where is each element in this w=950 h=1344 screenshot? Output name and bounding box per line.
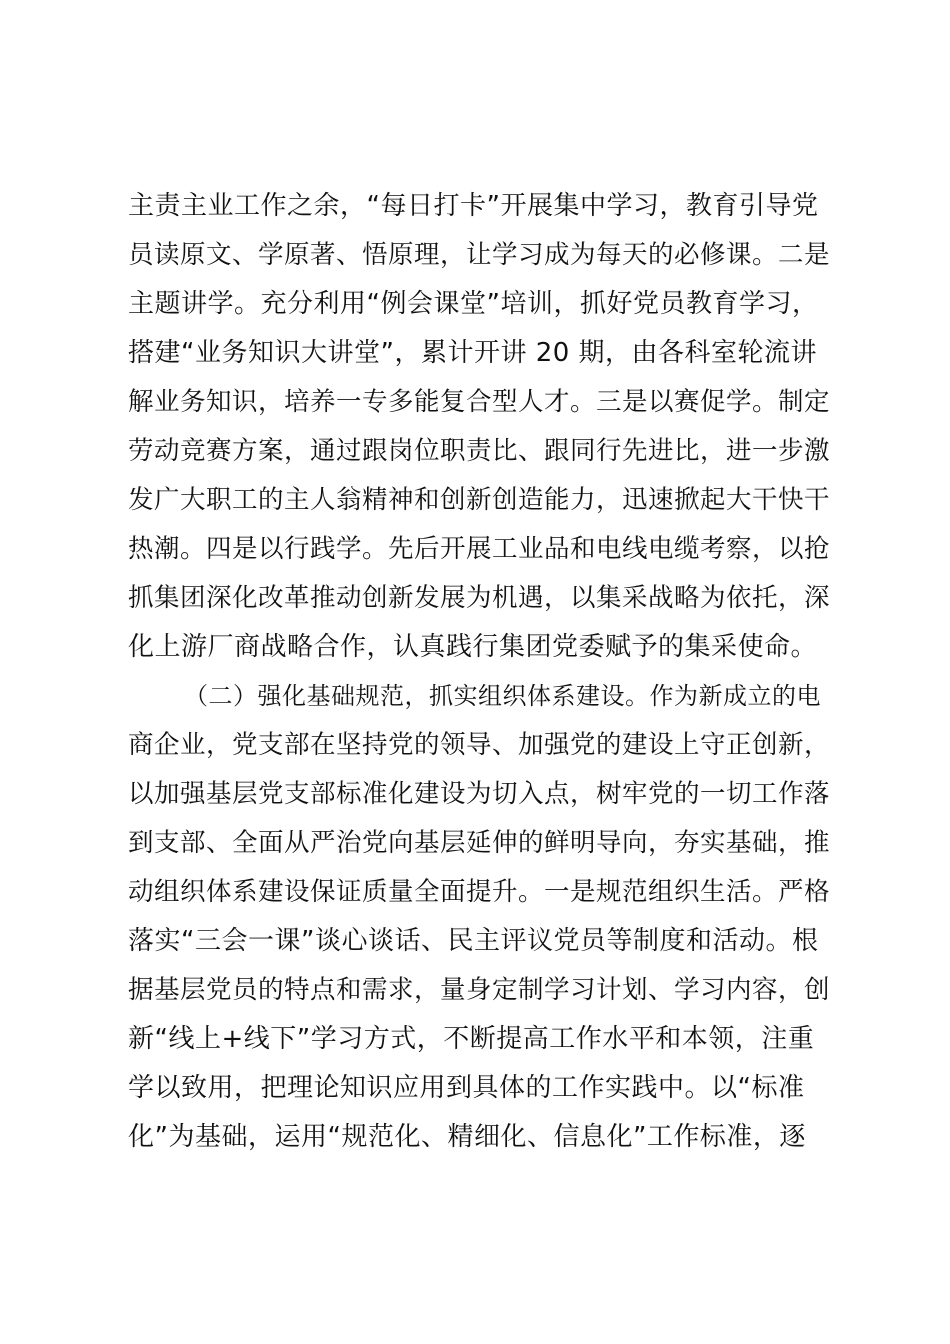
text-line: 到支部、全面从严治党向基层延伸的鲜明导向，夯实基础，推 [128,828,831,858]
text-line: 员读原文、学原著、悟原理，让学习成为每天的必修课。二是 [128,240,831,270]
text-line: 据基层党员的特点和需求，量身定制学习计划、学习内容，创 [128,975,831,1005]
text-line: 学以致用，把理论知识应用到具体的工作实践中。以“标准 [128,1073,805,1103]
text-line: 解业务知识，培养一专多能复合型人才。三是以赛促学。制定 [128,387,831,417]
text-line: 新“线上+线下”学习方式，不断提高工作水平和本领，注重 [128,1024,815,1054]
text-line: 商企业，党支部在坚持党的领导、加强党的建设上守正创新， [128,730,831,760]
text-line: 以加强基层党支部标准化建设为切入点，树牢党的一切工作落 [128,779,831,809]
text-line: 化上游厂商战略合作，认真践行集团党委赋予的集采使命。 [128,632,818,662]
text-line: 搭建“业务知识大讲堂”，累计开讲 20 期，由各科室轮流讲 [128,338,818,368]
text-line: 落实“三会一课”谈心谈话、民主评议党员等制度和活动。根 [128,926,819,956]
text-line: 抓集团深化改革推动创新发展为机遇，以集采战略为依托，深 [128,583,831,613]
document-body [128,182,833,1162]
text-line: 主题讲学。充分利用“例会课堂”培训，抓好党员教育学习， [128,289,819,319]
section-heading-line: （二）强化基础规范，抓实组织体系建设。作为新成立的电 [184,682,821,710]
text-line: 劳动竞赛方案，通过跟岗位职责比、跟同行先进比，进一步激 [128,436,831,466]
text-line: 主责主业工作之余，“每日打卡”开展集中学习，教育引导党 [128,191,819,221]
text-line: 热潮。四是以行践学。先后开展工业品和电线电缆考察，以抢 [128,534,831,564]
text-line: 化”为基础，运用“规范化、精细化、信息化”工作标准，逐 [128,1122,806,1152]
text-line: 发广大职工的主人翁精神和创新创造能力，迅速掀起大干快干 [128,485,831,515]
text-line: 动组织体系建设保证质量全面提升。一是规范组织生活。严格 [128,877,831,907]
